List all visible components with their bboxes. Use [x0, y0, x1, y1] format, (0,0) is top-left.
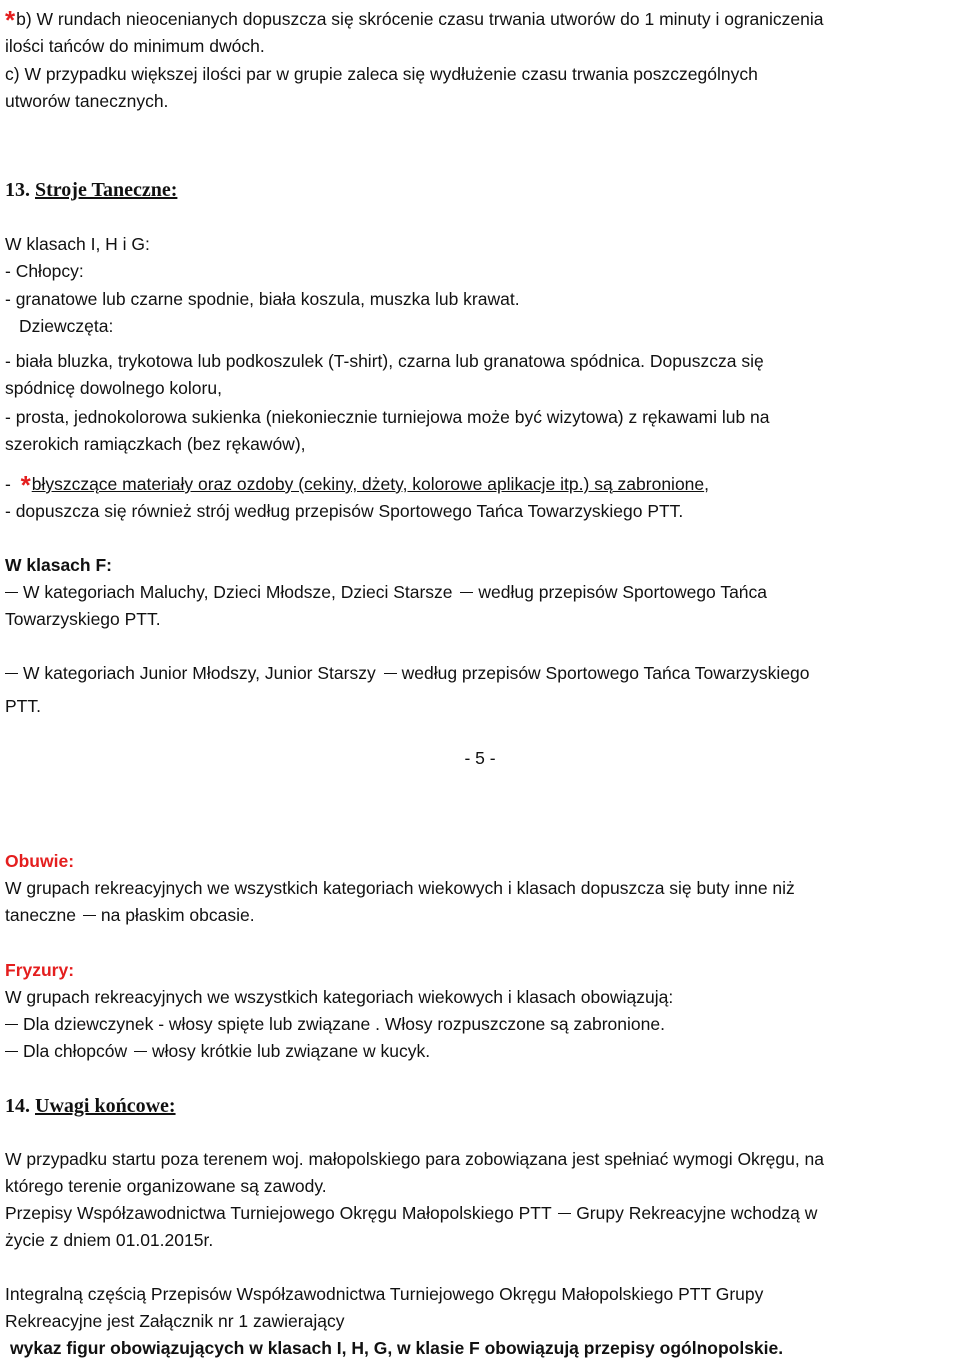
- girls-item-2-line-2: szerokich ramiączkach (bez rękawów),: [5, 434, 306, 454]
- shoes-heading: Obuwie:: [5, 851, 75, 871]
- dash-separator-icon: [460, 592, 473, 593]
- dash-separator-icon: [134, 1051, 147, 1052]
- shoes-line-1: W grupach rekreacyjnych we wszystkich kategoriach wiekowych i klasach dopuszcza się buty inne niż: [5, 878, 795, 898]
- section-14-p1-line-2: którego terenie organizowane są zawody.: [5, 1176, 327, 1196]
- red-asterisk-marker: *: [20, 470, 31, 500]
- section-14-p2-line-2: życie z dniem 01.01.2015r.: [5, 1230, 214, 1250]
- section-14-p3-line-3: wykaz figur obowiązujących w klasach I, H, G, w klasie F obowiązują przepisy ogólnopolskie.: [10, 1338, 784, 1358]
- section-14-p1-line-1: W przypadku startu poza terenem woj. małopolskiego para zobowiązana jest spełniać wymogi Okręgu, na: [5, 1149, 825, 1169]
- classes-ihg-heading: W klasach I, H i G:: [5, 234, 150, 254]
- allowed-ptt-line: - dopuszcza się również strój według przepisów Sportowego Tańca Towarzyskiego PTT.: [5, 501, 684, 521]
- class-f-item-2-line-1: W kategoriach Junior Młodszy, Junior Starszy według przepisów Sportowego Tańca Towarzyskiego: [5, 661, 810, 685]
- dash-bullet-icon: [5, 592, 18, 593]
- dash-bullet-icon: [5, 1051, 18, 1052]
- section-14-p3-line-2: Rekreacyjne jest Załącznik nr 1 zawierający: [5, 1311, 345, 1331]
- hair-line-1: W grupach rekreacyjnych we wszystkich kategoriach wiekowych i klasach obowiązują:: [5, 987, 674, 1007]
- section-14-p2-line-1: Przepisy Współzawodnictwa Turniejowego Okręgu Małopolskiego PTT Grupy Rekreacyjne wchodzą w: [5, 1203, 818, 1223]
- section-14-p3-line-1: Integralną częścią Przepisów Współzawodnictwa Turniejowego Okręgu Małopolskiego PTT Grupy: [5, 1284, 764, 1304]
- intro-line-c-2: utworów tanecznych.: [5, 91, 169, 111]
- boys-item: - granatowe lub czarne spodnie, biała koszula, muszka lub krawat.: [5, 289, 520, 309]
- class-f-item-2-line-2: PTT.: [5, 696, 41, 716]
- forbidden-items-line: - *błyszczące materiały oraz ozdoby (cekiny, dżety, kolorowe aplikacje itp.) są zabronione,: [5, 470, 710, 500]
- dash-separator-icon: [83, 915, 96, 916]
- girls-item-2-line-1: - prosta, jednokolorowa sukienka (niekoniecznie turniejowa może być wizytowa) z rękawami lub na: [5, 407, 770, 427]
- dash-bullet-icon: [5, 1024, 18, 1025]
- hair-boys-item: Dla chłopców włosy krótkie lub związane w kucyk.: [5, 1039, 430, 1063]
- hair-girls-item: Dla dziewczynek - włosy spięte lub związane . Włosy rozpuszczone są zabronione.: [5, 1012, 665, 1036]
- intro-line-b-1: *b) W rundach nieocenianych dopuszcza się skrócenie czasu trwania utworów do 1 minuty i ograniczenia: [5, 5, 824, 35]
- intro-line-c-1: c) W przypadku większej ilości par w grupie zaleca się wydłużenie czasu trwania poszczególnych: [5, 64, 758, 84]
- shoes-line-2: taneczne na płaskim obcasie.: [5, 905, 255, 925]
- girls-item-1-line-2: spódnicę dowolnego koloru,: [5, 378, 222, 398]
- girls-item-1-line-1: - biała bluzka, trykotowa lub podkoszulek (T-shirt), czarna lub granatowa spódnica. Dopuszcza się: [5, 351, 764, 371]
- class-f-heading: W klasach F:: [5, 555, 112, 575]
- page-number: - 5 -: [464, 748, 496, 768]
- red-asterisk-marker: *: [5, 5, 16, 35]
- hair-heading: Fryzury:: [5, 960, 75, 980]
- dash-separator-icon: [558, 1213, 571, 1214]
- intro-line-b-2: ilości tańców do minimum dwóch.: [5, 36, 265, 56]
- girls-label: Dziewczęta:: [19, 316, 114, 336]
- section-13-heading: 13. Stroje Taneczne:: [5, 179, 178, 201]
- dash-bullet-icon: [5, 673, 18, 674]
- section-14-heading: 14. Uwagi końcowe:: [5, 1095, 176, 1117]
- boys-label: - Chłopcy:: [5, 261, 84, 281]
- class-f-item-1-line-1: W kategoriach Maluchy, Dzieci Młodsze, Dzieci Starsze według przepisów Sportowego Tańca: [5, 580, 767, 604]
- dash-separator-icon: [384, 673, 397, 674]
- class-f-item-1-line-2: Towarzyskiego PTT.: [5, 609, 161, 629]
